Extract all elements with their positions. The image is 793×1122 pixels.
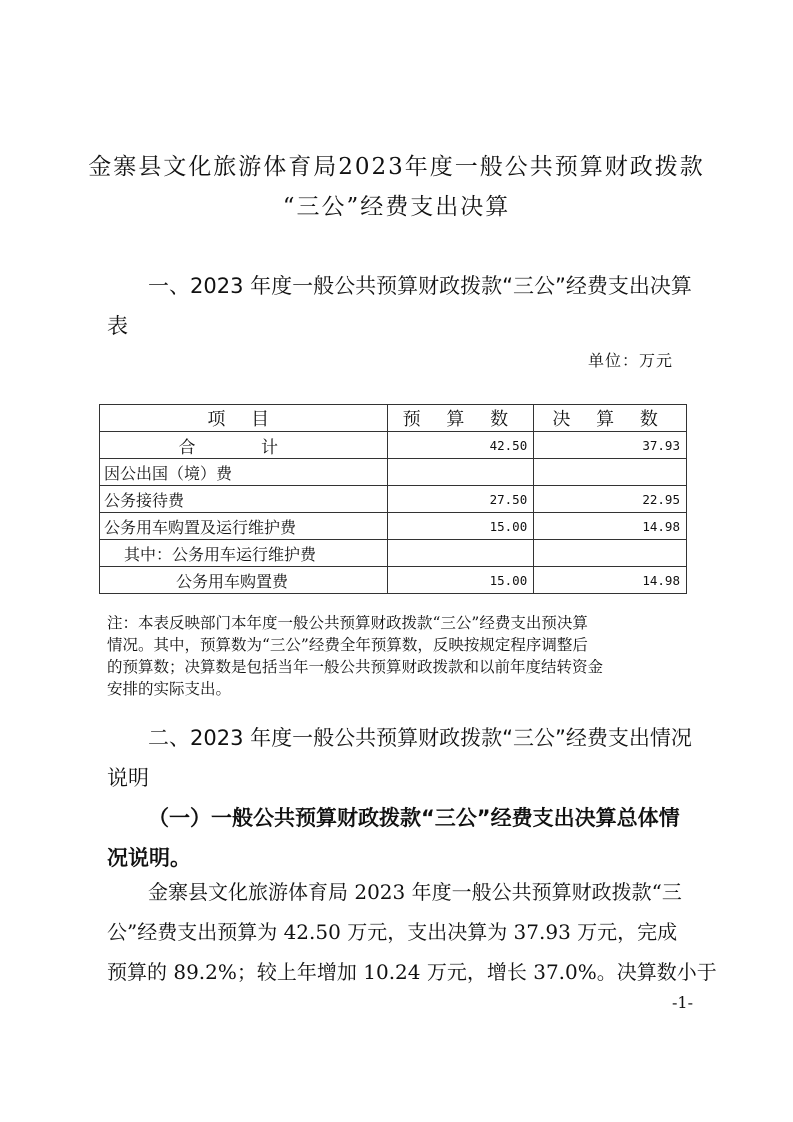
table-row — [100, 567, 687, 594]
note-line: 情况。其中，预算数为“三公”经费全年预算数，反映按规定程序调整后 — [107, 636, 588, 654]
document-title-line1: 金寨县文化旅游体育局2023年度一般公共预算财政拨款 — [88, 154, 705, 180]
row-final — [534, 540, 687, 567]
section2-heading-cont: 说明 — [107, 766, 149, 790]
row-budget: 27.50 — [387, 486, 534, 513]
row-final: 37.93 — [534, 432, 687, 459]
row-budget — [387, 540, 534, 567]
row-final: 14.98 — [534, 513, 687, 540]
row-label: 公务用车购置费 — [100, 567, 388, 594]
section1-heading: 一、2023 年度一般公共预算财政拨款“三公”经费支出决算 — [148, 274, 692, 298]
note-line: 注：本表反映部门本年度一般公共预算财政拨款“三公”经费支出预决算 — [107, 614, 588, 632]
row-label: 公务用车购置及运行维护费 — [100, 513, 388, 540]
row-label: 公务接待费 — [100, 486, 388, 513]
row-budget — [387, 459, 534, 486]
note-line: 安排的实际支出。 — [107, 680, 232, 698]
row-final: 14.98 — [534, 567, 687, 594]
header-budget: 预 算 数 — [387, 405, 534, 432]
page-number: -1- — [672, 993, 693, 1012]
row-final: 22.95 — [534, 486, 687, 513]
header-final: 决 算 数 — [534, 405, 687, 432]
section2-heading: 二、2023 年度一般公共预算财政拨款“三公”经费支出情况 — [148, 726, 692, 750]
section1-heading-cont: 表 — [107, 314, 128, 338]
header-item: 项 目 — [100, 405, 388, 432]
table-row — [100, 540, 687, 567]
paragraph-line: 预算的 89.2%；较上年增加 10.24 万元，增长 37.0%。决算数小于 — [107, 960, 717, 984]
row-budget: 42.50 — [387, 432, 534, 459]
row-label: 合 计 — [100, 432, 388, 459]
row-label: 因公出国（境）费 — [100, 459, 388, 486]
table-row — [100, 513, 687, 540]
subsection1-heading: （一）一般公共预算财政拨款“三公”经费支出决算总体情 — [148, 806, 680, 830]
row-final — [534, 459, 687, 486]
table-header-row — [100, 405, 687, 432]
row-budget: 15.00 — [387, 513, 534, 540]
subsection1-heading-cont: 况说明。 — [107, 846, 191, 870]
table-note — [107, 612, 697, 700]
table-row-total — [100, 432, 687, 459]
budget-table — [99, 404, 687, 594]
row-budget: 15.00 — [387, 567, 534, 594]
table-row — [100, 459, 687, 486]
paragraph-line: 公”经费支出预算为 42.50 万元，支出决算为 37.93 万元，完成 — [107, 920, 678, 944]
row-label: 其中：公务用车运行维护费 — [100, 540, 388, 567]
paragraph-line: 金寨县文化旅游体育局 2023 年度一般公共预算财政拨款“三 — [148, 880, 682, 904]
note-line: 的预算数；决算数是包括当年一般公共预算财政拨款和以前年度结转资金 — [107, 658, 604, 676]
unit-label: 单位：万元 — [587, 351, 673, 370]
document-title-line2: “三公”经费支出决算 — [282, 194, 511, 220]
table-row — [100, 486, 687, 513]
